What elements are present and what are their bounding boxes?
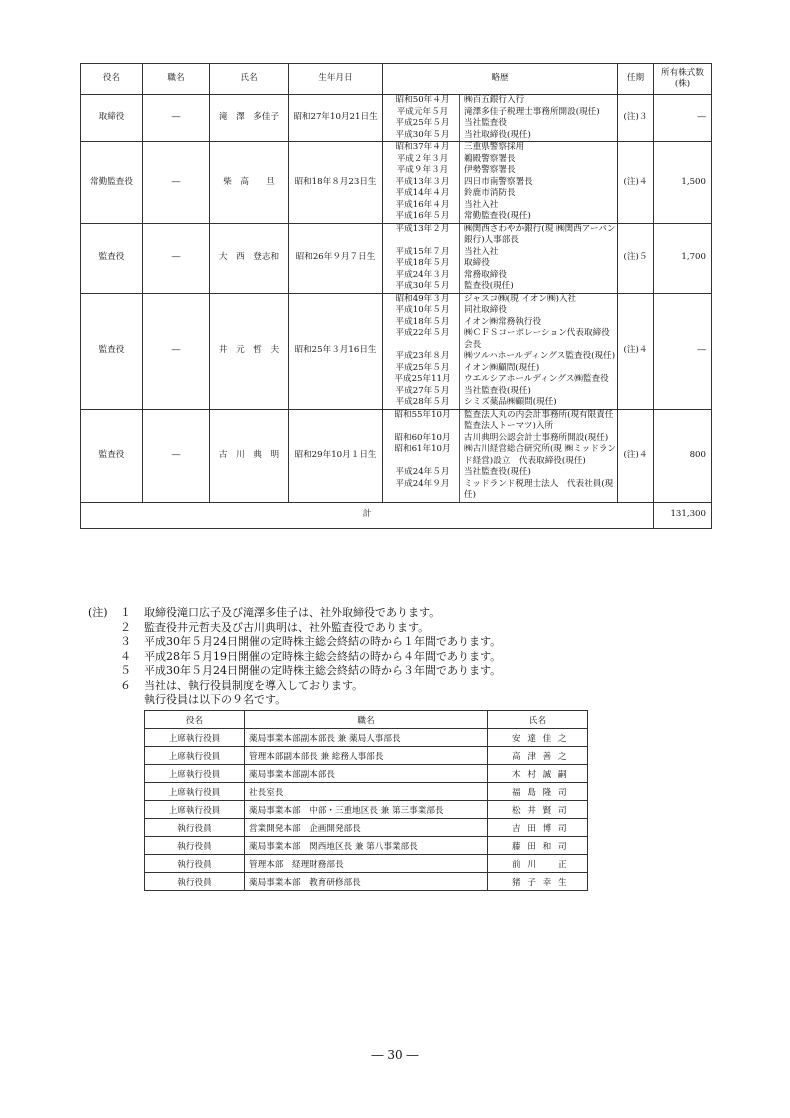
history-entry <box>383 351 617 363</box>
note-item <box>88 635 501 650</box>
director-row <box>81 142 712 224</box>
director-birth: 昭和18年８月23日生 <box>289 142 383 224</box>
directors-table <box>80 63 712 529</box>
director-title: ― <box>143 223 210 293</box>
history-entry <box>383 410 617 433</box>
officers-header-name: 氏名 <box>488 711 588 729</box>
history-date: 平成30年５月 <box>383 281 460 293</box>
officer-role: 執行役員 <box>145 837 245 855</box>
director-history <box>383 223 618 293</box>
director-term: (注)３ <box>618 95 654 142</box>
history-text: 滝澤多佳子税理士事務所開設(現任) <box>464 106 600 117</box>
history-date: 平成13年３月 <box>383 177 460 189</box>
note-text: 執行役員は以下の９名です。 <box>144 693 287 706</box>
officer-row <box>145 729 588 747</box>
note-text: 取締役滝口広子及び滝澤多佳子は、社外取締役であります。 <box>144 606 441 619</box>
note-text: 平成30年５月24日開催の定時株主総会終結の時から１年間であります。 <box>144 635 502 648</box>
director-history <box>383 293 618 409</box>
history-text: 常務取締役 <box>464 269 507 280</box>
director-shares: 1,700 <box>654 223 712 293</box>
director-shares: ― <box>654 293 712 409</box>
director-row <box>81 293 712 409</box>
director-role: 監査役 <box>81 223 143 293</box>
director-birth: 昭和25年３月16日生 <box>289 293 383 409</box>
history-text: 四日市南警察署長 <box>464 176 533 187</box>
history-date: 平成25年11月 <box>383 374 460 386</box>
directors-body <box>81 95 712 503</box>
director-shares: ― <box>654 95 712 142</box>
note-number: ６ <box>120 678 131 692</box>
history-date: 平成16年４月 <box>383 200 460 212</box>
officers-table <box>144 710 588 891</box>
director-row <box>81 223 712 293</box>
history-text: ジャスコ㈱(現 イオン㈱)入社 <box>464 293 577 304</box>
header-history: 略歴 <box>383 64 618 95</box>
director-role: 取締役 <box>81 95 143 142</box>
history-text: 当社入社 <box>464 199 499 210</box>
history-date: 平成25年５月 <box>383 118 460 130</box>
history-text: ㈱古川経営総合研究所(現 ㈱ミッドランド経営)設立 代表取締役(現任) <box>464 444 617 466</box>
history-date: 平成25年５月 <box>383 363 460 375</box>
history-date: 平成16年５月 <box>383 211 460 223</box>
history-entry <box>383 444 617 467</box>
officer-role: 執行役員 <box>145 819 245 837</box>
officer-title: 薬局事業本部副本部長 兼 薬局人事部長 <box>245 729 488 747</box>
history-date: 平成24年５月 <box>383 467 460 479</box>
history-text: 当社入社 <box>464 246 499 257</box>
note-text: 当社は、執行役員制度を導入しております。 <box>144 678 364 692</box>
history-entry <box>383 200 617 212</box>
history-entry <box>383 95 617 107</box>
history-entry <box>383 177 617 189</box>
director-shares: 1,500 <box>654 142 712 224</box>
officers-header-title: 職名 <box>245 711 488 729</box>
officer-title: 薬局事業本部 中部・三重地区長 兼 第三事業部長 <box>245 801 488 819</box>
history-entry <box>383 107 617 119</box>
history-entry <box>383 363 617 375</box>
director-name: 古 川 典 明 <box>210 409 289 502</box>
officer-row <box>145 873 588 891</box>
officer-name: 高 津 善 之 <box>488 747 588 765</box>
header-term: 任期 <box>618 64 654 95</box>
notes <box>88 606 501 708</box>
header-title: 職名 <box>143 64 210 95</box>
officer-row <box>145 783 588 801</box>
note-label: (注) <box>88 606 108 619</box>
note-label <box>88 664 120 679</box>
officer-title: 薬局事業本部 関西地区長 兼 第八事業部長 <box>245 837 488 855</box>
officer-name: 藤 田 和 司 <box>488 837 588 855</box>
history-entry <box>383 211 617 223</box>
officer-row <box>145 819 588 837</box>
history-date: 平成18年５月 <box>383 258 460 270</box>
note-number <box>120 693 144 708</box>
history-date: 昭和55年10月 <box>383 410 460 433</box>
history-text: 当社監査役(現任) <box>464 467 531 477</box>
history-text: ㈱関西さわやか銀行(現 ㈱関西アーバン銀行)人事部長 <box>464 223 616 245</box>
note-item <box>88 693 501 708</box>
history-date: 平成22年５月 <box>383 328 460 351</box>
officer-title: 薬局事業本部 教育研修部長 <box>245 873 488 891</box>
history-date: 平成13年２月 <box>383 224 460 247</box>
director-history <box>383 409 618 502</box>
history-text: 当社取締役(現任) <box>464 129 531 140</box>
director-birth: 昭和26年９月７日生 <box>289 223 383 293</box>
history-text: 監査役(現任) <box>464 281 514 291</box>
director-title: ― <box>143 142 210 224</box>
history-date: 昭和60年10月 <box>383 433 460 445</box>
director-title: ― <box>143 409 210 502</box>
officer-row <box>145 765 588 783</box>
note-label <box>88 621 120 636</box>
note-label <box>88 679 120 694</box>
note-number: ２ <box>120 620 131 634</box>
officer-name: 安 達 佳 之 <box>488 729 588 747</box>
history-date: 平成14年４月 <box>383 188 460 200</box>
officer-name: 松 井 賢 司 <box>488 801 588 819</box>
history-entry <box>383 142 617 154</box>
history-date: 平成10年５月 <box>383 305 460 317</box>
director-row <box>81 409 712 502</box>
note-item <box>88 606 501 621</box>
director-term: (注)４ <box>618 293 654 409</box>
director-term: (注)４ <box>618 409 654 502</box>
officers-body <box>145 729 588 891</box>
director-name: 井 元 哲 夫 <box>210 293 289 409</box>
history-text: ㈱百五銀行入行 <box>464 95 525 105</box>
director-title: ― <box>143 293 210 409</box>
note-text: 監査役井元哲夫及び古川典明は、社外監査役であります。 <box>144 620 430 634</box>
history-text: 当社監査役 <box>464 118 507 128</box>
officer-role: 上席執行役員 <box>145 729 245 747</box>
history-entry <box>383 374 617 386</box>
history-entry <box>383 224 617 247</box>
officer-title: 管理本部副本部長 兼 総務人事部長 <box>245 747 488 765</box>
header-name: 氏名 <box>210 64 289 95</box>
note-text: 平成28年５月19日開催の定時株主総会終結の時から４年間であります。 <box>144 649 502 663</box>
history-entry <box>383 188 617 200</box>
history-date: 平成24年９月 <box>383 479 460 502</box>
officer-role: 執行役員 <box>145 855 245 873</box>
director-term: (注)４ <box>618 142 654 224</box>
director-birth: 昭和27年10月21日生 <box>289 95 383 142</box>
history-text: 監査法人丸の内会計事務所(現有限責任監査法人トーマツ)入所 <box>464 409 614 431</box>
officers-header-row <box>145 711 588 729</box>
history-entry <box>383 467 617 479</box>
history-text: ウエルシアホールディングス㈱監査役 <box>464 374 609 384</box>
director-name: 柴 高 旦 <box>210 142 289 224</box>
note-number: ３ <box>120 635 131 648</box>
history-text: シミズ薬品㈱顧問(現任) <box>464 397 557 407</box>
header-role: 役名 <box>81 64 143 95</box>
history-date: 平成28年５月 <box>383 397 460 409</box>
history-text: 三重県警察採用 <box>464 142 525 152</box>
director-term: (注)５ <box>618 223 654 293</box>
officer-role: 上席執行役員 <box>145 801 245 819</box>
officer-title: 薬局事業本部副本部長 <box>245 765 488 783</box>
officer-title: 社長室長 <box>245 783 488 801</box>
history-entry <box>383 397 617 409</box>
note-text: 平成30年５月24日開催の定時株主総会終結の時から３年間であります。 <box>144 664 502 677</box>
history-entry <box>383 270 617 282</box>
history-entry <box>383 165 617 177</box>
director-name: 滝 澤 多佳子 <box>210 95 289 142</box>
director-row <box>81 95 712 142</box>
history-entry <box>383 479 617 502</box>
history-entry <box>383 294 617 306</box>
history-text: ミッドランド税理士法人 代表社員(現任) <box>464 478 614 500</box>
history-text: 同社取締役 <box>464 305 507 315</box>
history-date: 平成15年７月 <box>383 247 460 259</box>
officer-name: 猪 子 幸 生 <box>488 873 588 891</box>
history-entry <box>383 154 617 166</box>
director-name: 大 西 登志和 <box>210 223 289 293</box>
officer-row <box>145 747 588 765</box>
officer-title: 管理本部 経理財務部長 <box>245 855 488 873</box>
header-birth: 生年月日 <box>289 64 383 95</box>
director-history <box>383 142 618 224</box>
history-entry <box>383 130 617 142</box>
history-entry <box>383 328 617 351</box>
note-item <box>88 679 501 694</box>
officer-row <box>145 801 588 819</box>
history-text: 伊勢警察署長 <box>464 165 516 175</box>
history-text: 古川典明公認会計士事務所開設(現任) <box>464 432 609 443</box>
total-row <box>81 502 712 528</box>
director-birth: 昭和29年10月１日生 <box>289 409 383 502</box>
officer-row <box>145 837 588 855</box>
note-item <box>88 621 501 636</box>
note-item <box>88 664 501 679</box>
history-date: 平成27年５月 <box>383 386 460 398</box>
header-shares: 所有株式数 (株) <box>654 64 712 95</box>
director-role: 常勤監査役 <box>81 142 143 224</box>
history-text: ㈱ツルハホールディングス監査役(現任) <box>464 351 616 361</box>
history-entry <box>383 118 617 130</box>
note-number: １ <box>120 606 131 619</box>
officer-row <box>145 855 588 873</box>
history-entry <box>383 317 617 329</box>
history-date: 平成９年３月 <box>383 165 460 177</box>
officers-header-role: 役名 <box>145 711 245 729</box>
directors-header-row <box>81 64 712 95</box>
officer-role: 上席執行役員 <box>145 783 245 801</box>
history-entry <box>383 258 617 270</box>
note-number: ５ <box>120 664 131 677</box>
note-label <box>88 650 120 665</box>
officer-title: 営業開発本部 企画開発部長 <box>245 819 488 837</box>
history-date: 平成２年３月 <box>383 154 460 166</box>
history-entry <box>383 305 617 317</box>
total-label: 計 <box>81 502 654 528</box>
history-date: 平成18年５月 <box>383 317 460 329</box>
history-text: 常勤監査役(現任) <box>464 211 531 221</box>
history-date: 昭和37年４月 <box>383 142 460 154</box>
history-date: 平成24年３月 <box>383 270 460 282</box>
officer-name: 吉 田 博 司 <box>488 819 588 837</box>
history-text: 鵜殿警察署長 <box>464 153 516 164</box>
officer-name: 木 村 誠 嗣 <box>488 765 588 783</box>
history-text: 鈴鹿市消防長 <box>464 188 516 198</box>
history-entry <box>383 386 617 398</box>
history-text: 当社監査役(現任) <box>464 385 531 396</box>
director-shares: 800 <box>654 409 712 502</box>
director-title: ― <box>143 95 210 142</box>
history-text: ㈱ＣＦＳコーポレーション代表取締役会長 <box>464 328 610 350</box>
page-number: ― 30 ― <box>371 1048 419 1062</box>
note-label <box>88 635 120 650</box>
history-text: イオン㈱常務執行役 <box>464 316 542 327</box>
officer-role: 上席執行役員 <box>145 765 245 783</box>
note-label <box>88 693 120 708</box>
officer-role: 執行役員 <box>145 873 245 891</box>
history-date: 昭和50年４月 <box>383 95 460 107</box>
note-number: ４ <box>120 649 131 663</box>
director-history <box>383 95 618 142</box>
note-item <box>88 650 501 665</box>
history-text: イオン㈱顧問(現任) <box>464 362 540 373</box>
director-role: 監査役 <box>81 409 143 502</box>
officer-name: 前 川 正 <box>488 855 588 873</box>
total-shares: 131,300 <box>654 502 712 528</box>
history-date: 平成元年５月 <box>383 107 460 119</box>
officer-name: 福 島 隆 司 <box>488 783 588 801</box>
history-date: 昭和49年３月 <box>383 294 460 306</box>
history-text: 取締役 <box>464 258 490 268</box>
officer-role: 上席執行役員 <box>145 747 245 765</box>
history-date: 平成30年５月 <box>383 130 460 142</box>
history-entry <box>383 433 617 445</box>
history-date: 平成23年８月 <box>383 351 460 363</box>
history-date: 昭和61年10月 <box>383 444 460 467</box>
director-role: 監査役 <box>81 293 143 409</box>
history-entry <box>383 281 617 293</box>
history-entry <box>383 247 617 259</box>
